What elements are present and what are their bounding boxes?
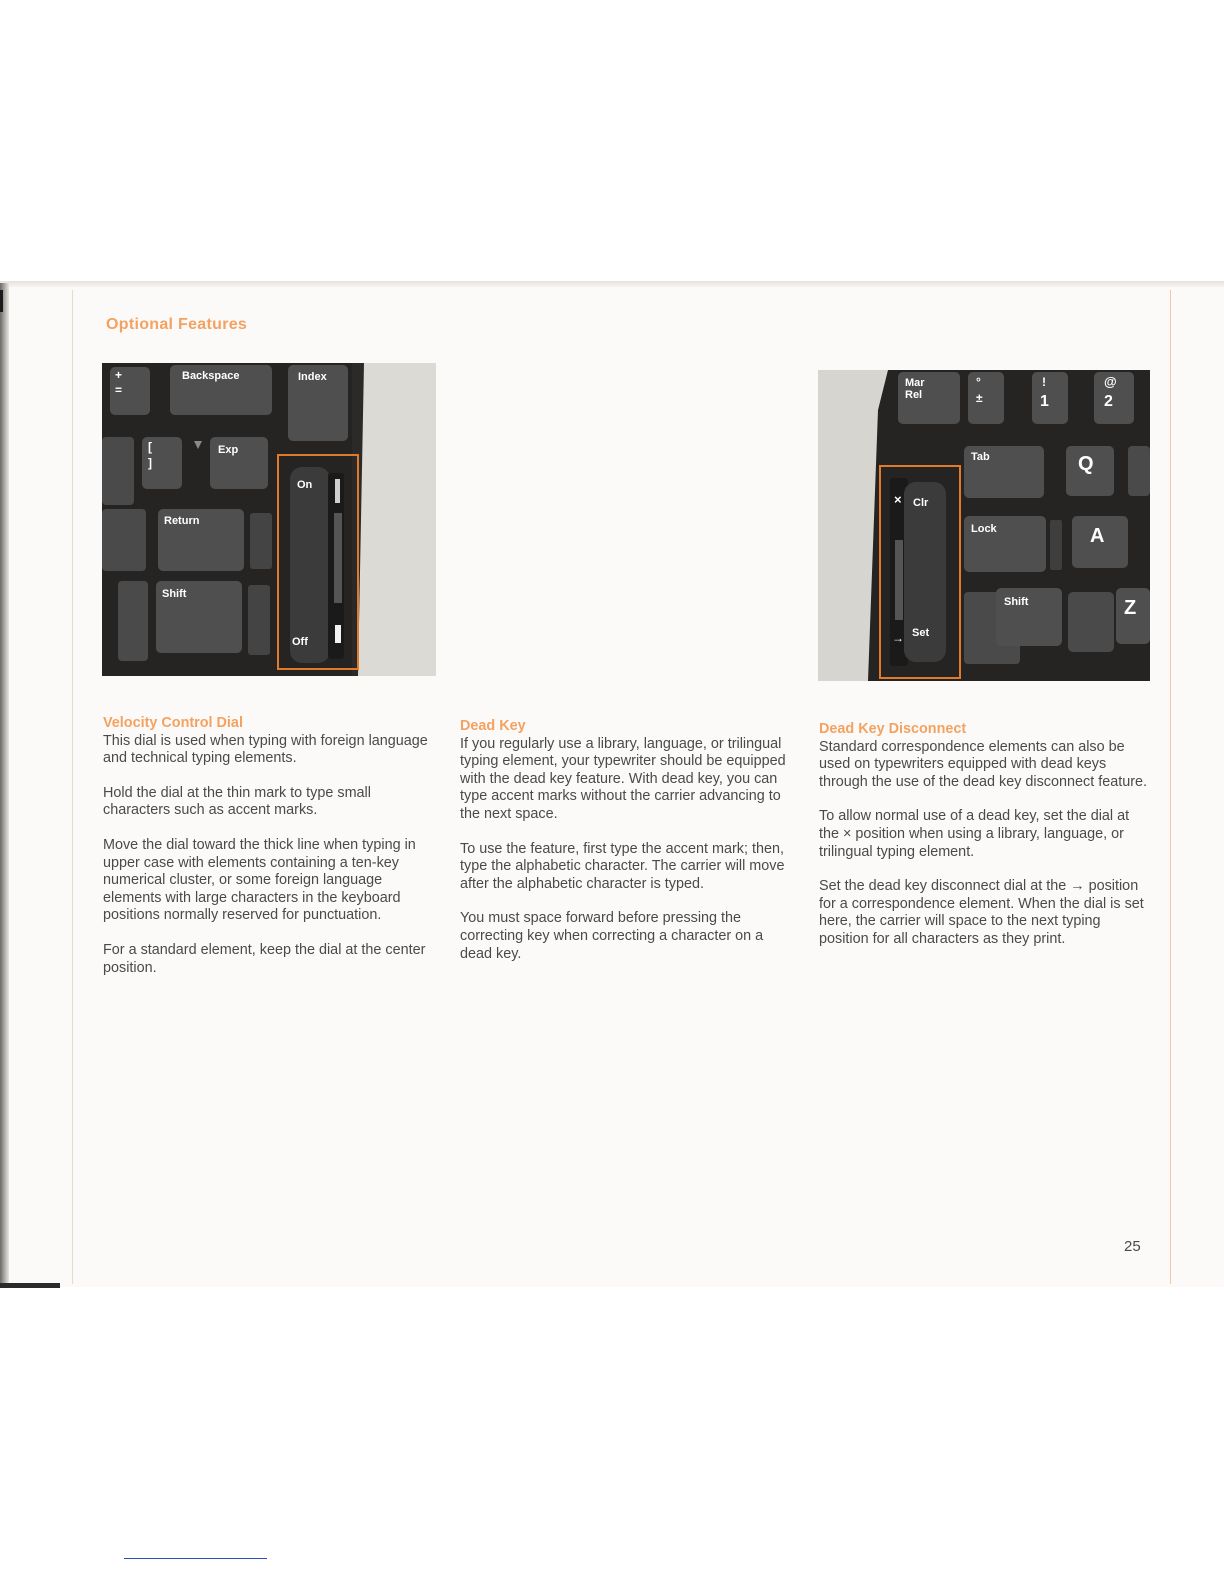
key-exclaim: ! [1042, 375, 1046, 389]
key-return: Return [164, 515, 200, 527]
key-equals: = [115, 383, 123, 397]
key-a: A [1090, 525, 1105, 547]
dial-off-label: Off [292, 636, 308, 648]
key-two: 2 [1104, 393, 1113, 410]
key-q: Q [1078, 453, 1094, 475]
dead-key-disconnect-section [819, 721, 1149, 966]
dial-set-label: Set [912, 627, 930, 639]
page-corner-shadow [0, 1283, 60, 1288]
key-bracket-close: ] [148, 456, 152, 470]
key-plusminus: ± [976, 391, 983, 405]
key-rel: Rel [905, 389, 923, 401]
section-title: Optional Features [106, 316, 248, 333]
key-bracket-open: [ [148, 440, 152, 454]
paragraph: For a standard element, keep the dial at the center position. [103, 941, 426, 976]
key-at: @ [1104, 374, 1117, 389]
dead-key-disconnect-photo [818, 370, 1150, 681]
page-binding-edge [0, 283, 9, 1287]
dial-x-label: × [894, 492, 902, 507]
page-number: 25 [1124, 1238, 1141, 1255]
key-backspace: Backspace [182, 370, 240, 382]
dead-key-section [460, 718, 790, 980]
paragraph: Set the dead key disconnect dial at the → position for a correspondence element. When the dial is set here, the carrier will space to the next typing position for all characters as they print. [819, 878, 1144, 947]
dead-key-heading: Dead Key [460, 718, 526, 734]
paragraph: This dial is used when typing with foreign language and technical typing elements. [103, 732, 428, 767]
key-exp: Exp [218, 444, 239, 456]
key-lock: Lock [971, 523, 997, 535]
paragraph: You must space forward before pressing the correcting key when correcting a character on a dead key. [460, 910, 764, 962]
velocity-control-dial-section [103, 715, 433, 994]
right-margin-rule [1170, 290, 1171, 1284]
key-z: Z [1124, 597, 1137, 619]
dead-key-disconnect-heading: Dead Key Disconnect [819, 721, 967, 737]
paragraph: Hold the dial at the thin mark to type small characters such as accent marks. [103, 784, 371, 819]
paragraph: To use the feature, first type the accent mark; then, type the alphabetic character. The carrier will move after the alphabetic character is typed. [460, 840, 785, 892]
key-shift-right: Shift [1004, 596, 1029, 608]
paragraph: Move the dial toward the thick line when typing in upper case with elements containing a ten-key numerical cluster, or some foreign language elements with large characters in the keyboard positions normally reserved for punctuation. [103, 836, 416, 924]
dial-arrow-label: → [892, 631, 904, 645]
binding-mark [0, 290, 3, 312]
velocity-control-dial-heading: Velocity Control Dial [103, 715, 243, 731]
footer-link-line [124, 1558, 267, 1559]
paragraph: To allow normal use of a dead key, set the dial at the × position when using a library, language, or trilingual typing element. [819, 808, 1130, 860]
key-tab: Tab [971, 451, 990, 463]
key-one: 1 [1040, 393, 1049, 410]
key-mar: Mar [905, 377, 925, 389]
left-margin-rule [72, 290, 73, 1284]
paragraph: If you regularly use a library, language, or trilingual typing element, your typewriter should be equipped with the dead key feature. With dead key, you can type accent marks without the carrier advancing to the next space. [460, 735, 786, 822]
dial-on-label: On [297, 479, 313, 491]
key-index: Index [298, 371, 327, 383]
paragraph: Standard correspondence elements can also be used on typewriters equipped with dead keys through the use of the dead key disconnect feature. [819, 738, 1148, 790]
velocity-dial-photo [102, 363, 436, 676]
key-degree: ° [976, 375, 981, 389]
key-shift: Shift [162, 588, 187, 600]
page-top-edge [0, 281, 1224, 287]
key-plus: + [115, 368, 123, 382]
dial-clr-label: Clr [913, 497, 929, 509]
